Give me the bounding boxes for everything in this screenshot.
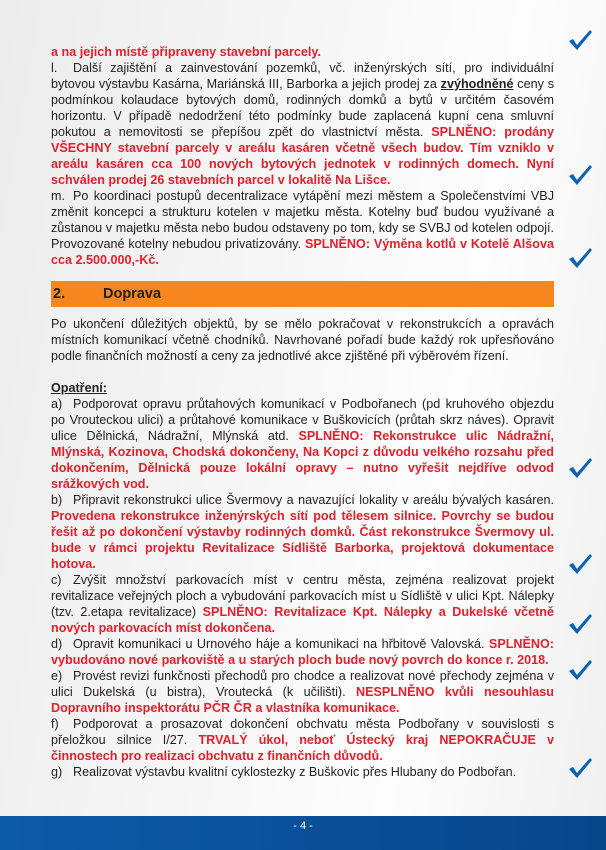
- measure-label: c): [51, 573, 62, 587]
- measure-label: d): [51, 637, 63, 651]
- intro-red-tail: a na jejich místě připraveny stavební parcely.: [51, 45, 321, 59]
- status-text: SPLNĚNO: Rekonstrukce ulic Nádražní, Mlýnská, Kozinova, Chodská dokončeny, Na Kopci z důvodu velkého rozsahu před dokončením, Dělnická pouze lokální opravy – nutno vyřešit nejdříve odvod srážkových vod.: [51, 429, 554, 491]
- measures-heading-text: Opatření:: [51, 381, 107, 395]
- measure-label: g): [51, 765, 63, 779]
- checkmark-icon: [567, 658, 593, 682]
- page-number: - 4 -: [293, 820, 313, 832]
- status-text: SPLNĚNO: Výměna kotlů v Kotelě Alšova cca 2.500.000,-Kč.: [51, 237, 555, 267]
- measure-b: [51, 492, 554, 572]
- measure-label: f): [51, 717, 59, 731]
- measure-text: Provést revizi funkčnosti přechodů pro chodce a realizovat nové přechody zejména v ulici Dukelská (u bistra), Vroutecká (k učilišti).: [51, 669, 554, 699]
- status-text: SPLNĚNO: Revitalizace Kpt. Nálepky a Dukelské včetně nových parkovacích míst dokončena.: [51, 605, 555, 635]
- checkmark-icon: [567, 28, 593, 52]
- measure-label: e): [51, 669, 63, 683]
- measure-text: Realizovat výstavbu kvalitní cyklostezky z Buškovic přes Hlubany do Podbořan.: [73, 765, 517, 779]
- checkmark-icon: [567, 163, 593, 187]
- measure-text: Podporovat a prosazovat dokončení obchvatu města Podbořany v souvislosti s přeložkou silnice I/27.: [51, 717, 554, 747]
- measure-text: Připravit rekonstrukci ulice Švermovy a navazující lokality v areálu bývalých kasáren.: [73, 493, 554, 507]
- underlined-word: zvýhodněné: [440, 77, 514, 91]
- item-label: m.: [51, 189, 65, 203]
- status-text: SPLNĚNO: prodány VŠECHNY stavební parcely v areálu kasáren včetně všech budov. Tím vzniklo v areálu kasáren cca 100 nových bytových jednotek v rodinných domech. Nyní schválen prodej 26 stavebních parcel v lokalitě Na Lišce.: [51, 125, 554, 187]
- item-text-after: ceny s podmínkou kolaudace bytových domů, rodinných domků a bytů v určitém časovém horizontu. V případě nedodržení této podmínky bude zaplacená kupní cena smluvní pokutou a nemovitosti se přepíšou zpět do vlastnictví města.: [51, 77, 555, 139]
- measure-text: Opravit komunikaci u Urnového háje a komunikaci na hřbitově Valovská.: [73, 637, 489, 651]
- checkmark-icon: [567, 552, 593, 576]
- checkmark-icon: [567, 246, 593, 270]
- status-text: TRVALÝ úkol, neboť Ústecký kraj NEPOKRAČUJE v činnostech pro realizaci obchvatu z finančních důvodů.: [51, 733, 554, 763]
- measure-a: [51, 396, 554, 492]
- measure-e: [51, 668, 554, 716]
- section-intro: Po ukončení důležitých objektů, by se mělo pokračovat v rekonstrukcích a opravách místních komunikací včetně chodníků. Navrhované pořadí bude každý rok upřesňováno podle finančních možností a ceny za jednotlivé akce zjištěné při výběrovém řízení.: [51, 317, 554, 363]
- section-header: [51, 281, 554, 307]
- measure-c: [51, 572, 554, 636]
- item-l: [51, 60, 554, 188]
- item-m: [51, 188, 554, 268]
- item-label: l.: [51, 61, 58, 75]
- section-number: 2.: [53, 286, 66, 302]
- item-text: Další zajištění a zainvestování pozemků, vč. inženýrských sítí, pro individuální bytovou výstavbu Kasárna, Mariánská III, Barborka a jejich prodej za: [51, 61, 554, 91]
- status-text: NESPLNĚNO kvůli nesouhlasu Dopravního inspektorátu PČR ČR a vlastníka komunikace.: [51, 685, 554, 715]
- checkmark-icon: [567, 612, 593, 636]
- page-footer: [0, 816, 606, 850]
- measure-label: b): [51, 493, 63, 507]
- measure-text: Zvýšit množství parkovacích míst v centru města, zejména realizovat projekt revitalizace veřejných ploch a vybudování parkovacích míst u Sídliště v ulici Kpt. Nálepky (tzv. 2.etapa revitalizace): [51, 573, 554, 619]
- measure-d: [51, 636, 554, 668]
- section-title: Doprava: [103, 286, 162, 302]
- status-text: Provedena rekonstrukce inženýrských sítí pod tělesem silnice. Povrchy se budou řešit až po dokončení výstavby rodinných domků. Část rekonstrukce Švermovy ul. bude v rámci projektu Revitalizace Sídliště Barborka, projektová dokumentace hotova.: [51, 509, 554, 571]
- checkmark-icon: [567, 756, 593, 780]
- measure-text: Podporovat opravu průtahových komunikací v Podbořanech (pd kruhového objezdu po Vrouteckou ulici) a průtahové komunikace v Buškovicích (průtah skrz náves). Opravit ulice Dělnická, Nádražní, Mlýnská atd.: [51, 397, 554, 443]
- document-body: [51, 44, 554, 780]
- checkmark-icon: [567, 456, 593, 480]
- measures-heading: [51, 380, 554, 396]
- item-text: Po koordinaci postupů decentralizace vytápění mezi městem a Společenstvími VBJ změnit koncepci a strukturu kotelen v majetku města. Kotelny buď budou využívané a zůstanou v majetku města nebo budou odstaveny po tom, kdy se SVBJ od kotelen odpojí. Provozované kotelny nebudou privatizovány.: [51, 189, 554, 251]
- measure-g: [51, 764, 554, 780]
- measure-label: a): [51, 397, 63, 411]
- measure-f: [51, 716, 554, 764]
- status-text: SPLNĚNO: vybudováno nové parkoviště a u starých ploch bude nový povrch do konce r. 2018.: [51, 637, 554, 667]
